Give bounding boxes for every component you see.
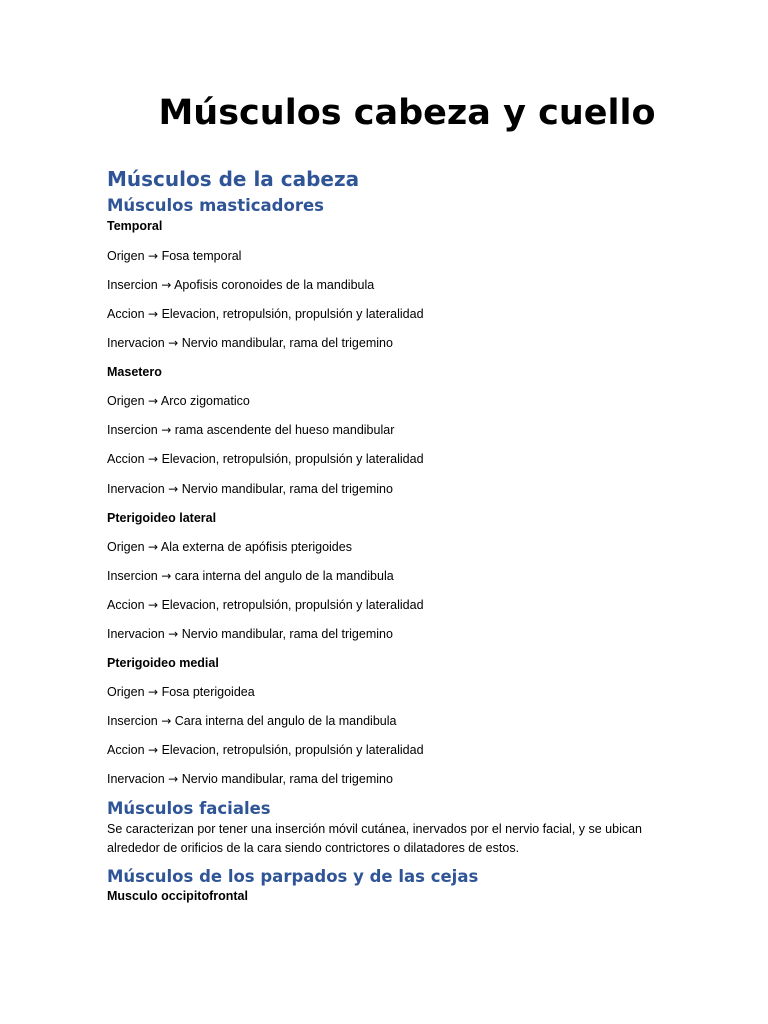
row-value: Elevacion, retropulsión, propulsión y lateralidad [161,307,424,321]
row-label: Insercion [107,423,158,437]
row-value: Elevacion, retropulsión, propulsión y lateralidad [161,452,424,466]
muscle-name-temporal: Temporal [107,219,163,233]
arrow-icon: → [161,423,172,437]
muscle-row [107,451,424,467]
row-label: Origen [107,685,145,699]
muscle-row [107,597,424,613]
muscle-row [107,277,374,293]
row-label: Insercion [107,569,158,583]
facial-paragraph: Se caracterizan por tener una inserción móvil cutánea, inervados por el nervio facial, y se ubican alrededor de orificios de la cara siendo contrictores o dilatadores de estos. [107,822,643,855]
muscle-row [107,248,241,264]
arrow-icon: → [168,482,179,496]
muscle-row [107,539,352,555]
row-label: Inervacion [107,336,165,350]
muscle-row [107,771,393,787]
arrow-icon: → [148,540,159,554]
row-label: Insercion [107,714,158,728]
arrow-icon: → [161,278,172,292]
subsection-heading-parpados: Músculos de los parpados y de las cejas [107,867,479,886]
row-label: Accion [107,598,145,612]
row-value: rama ascendente del hueso mandibular [174,423,395,437]
muscle-row [107,422,394,438]
row-value: Apofisis coronoides de la mandibula [174,278,375,292]
row-value: Cara interna del angulo de la mandibula [174,714,397,728]
arrow-icon: → [168,336,179,350]
row-value: Nervio mandibular, rama del trigemino [181,627,393,641]
row-label: Accion [107,452,145,466]
arrow-icon: → [148,452,159,466]
arrow-icon: → [168,627,179,641]
muscle-row [107,393,250,409]
row-value: Ala externa de apófisis pterigoides [160,540,352,554]
muscle-name-pterigoideo-lateral: Pterigoideo lateral [107,511,217,525]
muscle-name-occipitofrontal: Musculo occipitofrontal [107,889,248,903]
muscle-row [107,713,396,729]
row-value: Elevacion, retropulsión, propulsión y lateralidad [161,598,424,612]
row-value: Fosa temporal [161,249,242,263]
muscle-row [107,481,393,497]
row-value: Elevacion, retropulsión, propulsión y lateralidad [161,743,424,757]
arrow-icon: → [161,714,172,728]
row-label: Accion [107,307,145,321]
row-label: Inervacion [107,482,165,496]
arrow-icon: → [148,685,159,699]
section-heading-cabeza: Músculos de la cabeza [107,167,360,191]
muscle-row [107,306,424,322]
arrow-icon: → [168,772,179,786]
muscle-row [107,335,393,351]
muscle-row [107,742,424,758]
row-label: Origen [107,394,145,408]
arrow-icon: → [148,307,159,321]
row-value: cara interna del angulo de la mandibula [174,569,394,583]
arrow-icon: → [148,743,159,757]
arrow-icon: → [161,569,172,583]
row-value: Fosa pterigoidea [161,685,255,699]
subsection-heading-faciales: Músculos faciales [107,799,271,818]
row-value: Nervio mandibular, rama del trigemino [181,482,393,496]
muscle-row [107,626,393,642]
row-label: Inervacion [107,627,165,641]
muscle-name-masetero: Masetero [107,365,162,379]
subsection-heading-masticadores: Músculos masticadores [107,196,324,215]
row-label: Origen [107,249,145,263]
row-value: Nervio mandibular, rama del trigemino [181,336,393,350]
arrow-icon: → [148,598,159,612]
row-label: Origen [107,540,145,554]
arrow-icon: → [148,394,159,408]
document-title: Músculos cabeza y cuello [158,93,656,133]
row-label: Inervacion [107,772,165,786]
row-value: Arco zigomatico [160,394,250,408]
muscle-row [107,568,394,584]
row-label: Insercion [107,278,158,292]
muscle-name-pterigoideo-medial: Pterigoideo medial [107,656,219,670]
arrow-icon: → [148,249,159,263]
row-label: Accion [107,743,145,757]
row-value: Nervio mandibular, rama del trigemino [181,772,393,786]
muscle-row [107,684,255,700]
